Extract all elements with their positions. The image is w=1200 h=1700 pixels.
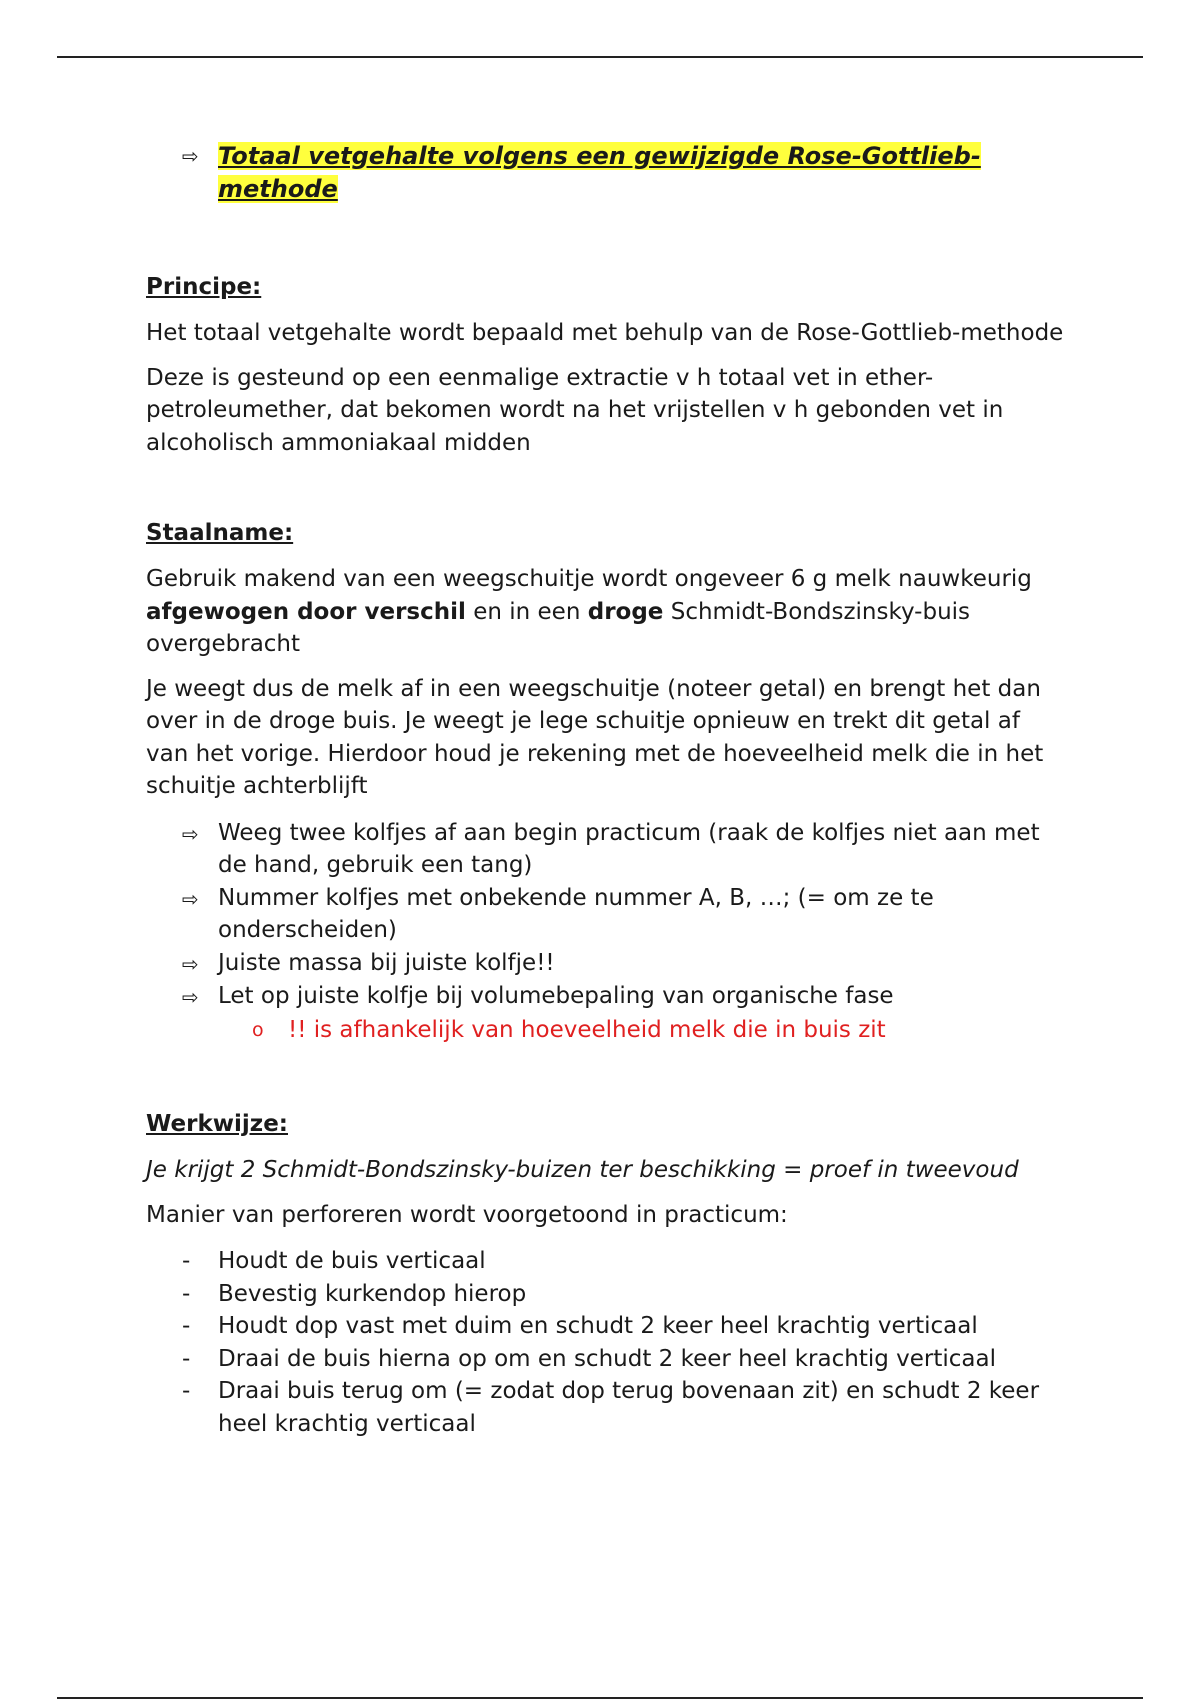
werkwijze-paragraph-1: Je krijgt 2 Schmidt-Bondszinsky-buizen ter beschikking = proef in tweevoud xyxy=(146,1157,1019,1183)
werkwijze-step-list xyxy=(146,1245,1066,1440)
list-item-text: Draai de buis hierna op om en schudt 2 keer heel krachtig verticaal xyxy=(218,1345,997,1372)
section-title xyxy=(182,140,1066,205)
title-line-1: Totaal vetgehalte volgens een gewijzigde Rose-Gottlieb- xyxy=(218,142,981,170)
dash-bullet-icon: - xyxy=(182,1345,191,1372)
bold-run: afgewogen door verschil xyxy=(146,598,466,625)
staalname-bullet-list xyxy=(146,817,1066,1014)
sub-list-item-warning xyxy=(252,1014,1066,1047)
staalname-paragraph-1 xyxy=(146,563,1066,661)
list-item xyxy=(182,980,1066,1014)
list-item xyxy=(182,1310,1066,1343)
arrow-right-icon: ⇨ xyxy=(182,951,199,976)
list-item xyxy=(182,1343,1066,1376)
header-rule xyxy=(57,56,1143,58)
list-item xyxy=(182,947,1066,981)
title-line-2: methode xyxy=(218,174,338,203)
list-item-text: Houdt dop vast met duim en schudt 2 keer heel krachtig verticaal xyxy=(218,1313,978,1339)
arrow-right-icon: ⇨ xyxy=(182,821,199,846)
principe-paragraph-2: Deze is gesteund op een eenmalige extractie v h totaal vet in ether-petroleumether, dat bekomen wordt na het vrijstellen v h gebonden vet in alcoholisch ammoniakaal midden xyxy=(146,364,1004,456)
document-page xyxy=(146,140,1066,1440)
warning-text: !! is afhankelijk van hoeveelheid melk die in buis zit xyxy=(288,1016,886,1043)
text-run: Schmidt-Bondszinsky-buis overgebracht xyxy=(146,598,971,657)
arrow-right-icon: ⇨ xyxy=(182,144,199,168)
principe-heading: Principe: xyxy=(146,274,262,300)
list-item-text: Weeg twee kolfjes af aan begin practicum (raak de kolfjes niet aan met de hand, gebruik een tang) xyxy=(218,819,1040,878)
list-item xyxy=(182,1375,1066,1440)
list-item xyxy=(182,882,1066,947)
list-item-text: Nummer kolfjes met onbekende nummer A, B, …; (= om ze te onderscheiden) xyxy=(218,884,934,943)
list-item xyxy=(182,1278,1066,1311)
text-run: Gebruik makend van een weegschuitje wordt ongeveer 6 g melk nauwkeurig xyxy=(146,566,1032,592)
footer-rule xyxy=(57,1697,1143,1699)
bold-run: droge xyxy=(587,598,664,625)
staalname-paragraph-2: Je weegt dus de melk af in een weegschuitje (noteer getal) en brengt het dan over in de droge buis. Je weegt je lege schuitje opnieuw en trekt dit getal af van het vorige. Hierdoor houd je rekening met de hoeveelheid melk die in het schuitje achterblijft xyxy=(146,675,1044,799)
dash-bullet-icon: - xyxy=(182,1280,191,1307)
list-item xyxy=(182,817,1066,882)
dash-bullet-icon: - xyxy=(182,1378,191,1404)
document-title xyxy=(218,140,981,205)
werkwijze-heading: Werkwijze: xyxy=(146,1111,288,1137)
circle-bullet-icon: o xyxy=(252,1018,264,1041)
staalname-heading: Staalname: xyxy=(146,520,294,546)
werkwijze-paragraph-2: Manier van perforeren wordt voorgetoond in practicum: xyxy=(146,1201,788,1228)
list-item-text: Juiste massa bij juiste kolfje!! xyxy=(218,949,555,976)
list-item-text: Let op juiste kolfje bij volumebepaling van organische fase xyxy=(218,983,894,1009)
list-item-text: Houdt de buis verticaal xyxy=(218,1248,486,1274)
arrow-right-icon: ⇨ xyxy=(182,886,199,911)
dash-bullet-icon: - xyxy=(182,1313,191,1339)
list-item-text: Draai buis terug om (= zodat dop terug bovenaan zit) en schudt 2 keer heel krachtig verticaal xyxy=(218,1378,1040,1437)
list-item xyxy=(182,1245,1066,1278)
text-run: en in een xyxy=(465,598,588,625)
dash-bullet-icon: - xyxy=(182,1248,191,1274)
list-item-text: Bevestig kurkendop hierop xyxy=(218,1280,527,1307)
arrow-right-icon: ⇨ xyxy=(182,985,199,1009)
principe-paragraph-1: Het totaal vetgehalte wordt bepaald met behulp van de Rose-Gottlieb-methode xyxy=(146,320,1064,346)
